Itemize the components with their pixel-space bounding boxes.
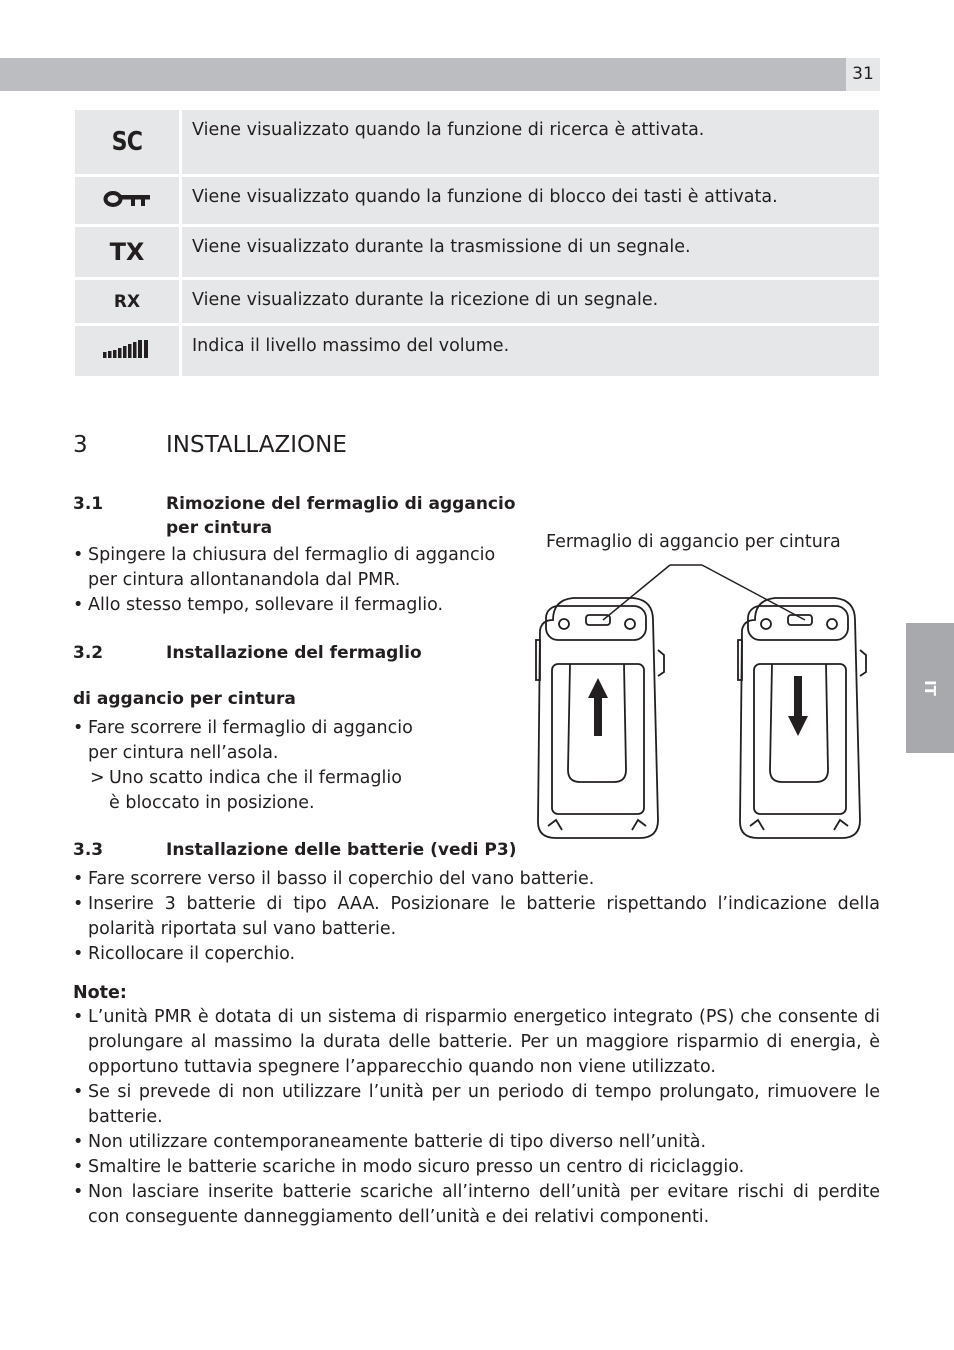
icon-cell <box>75 326 182 379</box>
belt-clip-figure <box>528 560 868 850</box>
subsection-3-2-heading-cont <box>73 687 296 711</box>
page-number: 31 <box>846 58 880 91</box>
list-item: • Fare scorrere il fermaglio di aggancio per cintura nell’asola. <box>73 716 418 766</box>
section-title: INSTALLAZIONE <box>166 432 347 458</box>
icon-description: Viene visualizzato durante la ricezione di un segnale. <box>182 280 879 326</box>
subsection-3-3-body <box>73 867 880 967</box>
table-row <box>75 177 879 227</box>
subsection-title-line1: Installazione del fermaglio <box>166 643 422 663</box>
icon-cell <box>75 177 182 227</box>
list-item: • Fare scorrere verso il basso il coperchio del vano batterie. <box>73 867 880 892</box>
subsection-title: Installazione delle batterie (vedi P3) <box>166 840 517 860</box>
icon-cell <box>75 227 182 280</box>
list-item: • Spingere la chiusura del fermaglio di aggancio per cintura allontanandola dal PMR. <box>73 543 513 593</box>
list-item: • Se si prevede di non utilizzare l’unità per un periodo di tempo prolungato, rimuovere le batterie. <box>73 1080 880 1130</box>
table-row <box>75 326 879 379</box>
subsection-title-line2: per cintura <box>166 518 273 538</box>
subsection-3-1-body <box>73 543 513 618</box>
notes-body <box>73 1005 880 1230</box>
transmit-icon: TX <box>109 238 145 266</box>
list-item: • Ricollocare il coperchio. <box>73 942 880 967</box>
pmr-device-left <box>536 598 664 838</box>
table-row <box>75 110 879 177</box>
list-item: • Allo stesso tempo, sollevare il fermaglio. <box>73 593 513 618</box>
subsection-number: 3.2 <box>73 643 104 663</box>
list-item: • L’unità PMR è dotata di un sistema di risparmio energetico integrato (PS) che consente di prolungare al massimo la durata delle batterie. Per un maggiore risparmio di energia, è opportuno tuttavia spegnere l’apparecchio quando non viene utilizzato. <box>73 1005 880 1080</box>
section-number: 3 <box>73 432 88 458</box>
subsection-title-line1: Rimozione del fermaglio di aggancio <box>166 494 516 514</box>
callout-lines <box>603 565 805 620</box>
figure-caption: Fermaglio di aggancio per cintura <box>546 532 841 552</box>
key-lock-icon <box>103 190 151 208</box>
icon-description: Viene visualizzato quando la funzione di blocco dei tasti è attivata. <box>182 177 879 227</box>
icon-cell <box>75 110 182 177</box>
list-item: • Inserire 3 batterie di tipo AAA. Posizionare le batterie rispettando l’indicazione della polarità riportata sul vano batterie. <box>73 892 880 942</box>
subsection-title-line2: di aggancio per cintura <box>73 689 296 709</box>
scan-icon: SC <box>111 127 143 157</box>
table-row <box>75 280 879 326</box>
icon-description: Viene visualizzato durante la trasmissione di un segnale. <box>182 227 879 280</box>
list-item: • Non lasciare inserite batterie scariche all’interno dell’unità per evitare rischi di perdite con conseguente danneggiamento dell’unità e dei relativi componenti. <box>73 1180 880 1230</box>
subsection-3-2-body <box>73 716 418 816</box>
table-row <box>75 227 879 280</box>
icon-table <box>75 110 879 379</box>
icon-description: Viene visualizzato quando la funzione di ricerca è attivata. <box>182 110 879 177</box>
subsection-number: 3.3 <box>73 840 104 860</box>
language-tab-label: IT <box>921 680 939 696</box>
header-bar <box>0 58 846 91</box>
icon-description: Indica il livello massimo del volume. <box>182 326 879 379</box>
result-item: > Uno scatto indica che il fermaglio è bloccato in posizione. <box>90 766 418 816</box>
language-tab <box>906 623 954 753</box>
subsection-number: 3.1 <box>73 494 104 514</box>
list-item: • Smaltire le batterie scariche in modo sicuro presso un centro di riciclaggio. <box>73 1155 880 1180</box>
receive-icon: RX <box>113 291 141 312</box>
pmr-device-right <box>738 598 866 838</box>
volume-level-icon <box>103 340 151 358</box>
notes-heading: Note: <box>73 983 127 1003</box>
list-item: • Non utilizzare contemporaneamente batterie di tipo diverso nell’unità. <box>73 1130 880 1155</box>
icon-cell <box>75 280 182 326</box>
